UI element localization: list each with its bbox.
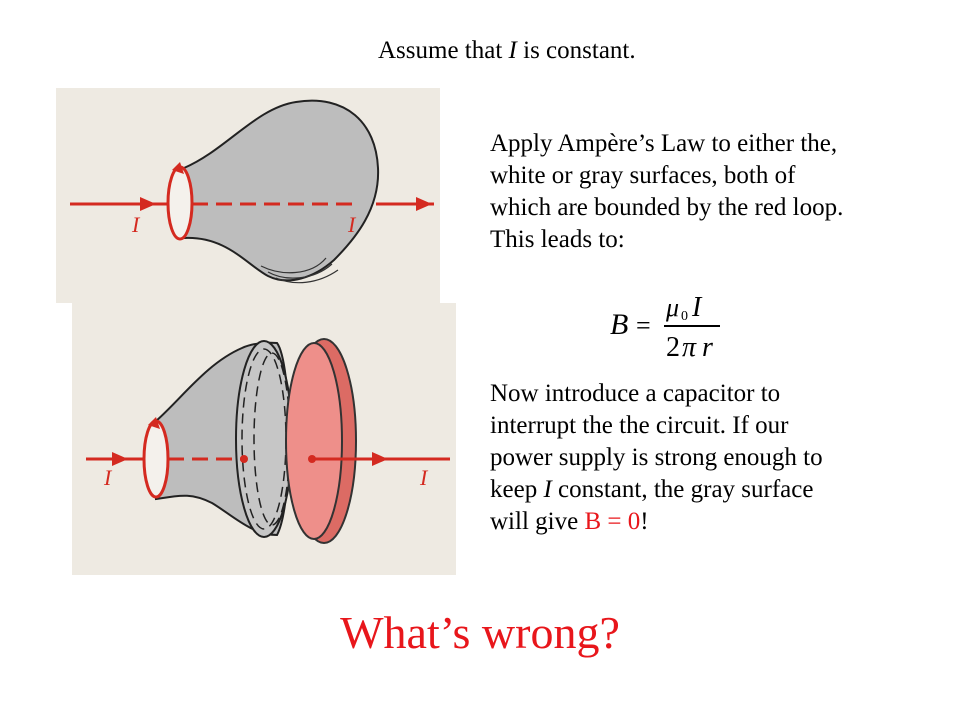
line-text: ! <box>640 508 649 535</box>
ampere-formula <box>608 288 728 362</box>
current-label: I <box>420 465 428 490</box>
current-label: I <box>104 465 112 490</box>
formula-r: r <box>702 332 713 362</box>
plate-center-dot <box>240 455 248 463</box>
figure-capacitor <box>72 303 456 575</box>
capacitor-plate <box>286 343 342 539</box>
current-label: I <box>348 212 356 237</box>
line-text: will give <box>490 508 585 535</box>
formula-mu: μ <box>666 293 680 322</box>
paragraph-line: Now introduce a capacitor to <box>490 380 781 407</box>
formula-current: I <box>692 292 702 323</box>
paragraph-line: power supply is strong enough to <box>490 444 823 471</box>
assumption-prefix: Assume that <box>378 37 509 64</box>
line-text: keep <box>490 476 544 503</box>
capacitor-paragraph <box>490 378 823 538</box>
b-equals-zero: B = 0 <box>584 508 641 535</box>
formula-pi: π <box>682 332 697 362</box>
figure-surface-loop <box>56 88 440 303</box>
current-label: I <box>132 212 140 237</box>
whats-wrong-heading: What’s wrong? <box>340 607 620 658</box>
paragraph-line: interrupt the the circuit. If our <box>490 412 789 439</box>
line-text: constant, the gray surface <box>551 476 814 503</box>
current-variable: I <box>508 37 517 64</box>
paragraph-line: white or gray surfaces, both of <box>490 162 796 189</box>
paragraph-line: which are bounded by the red loop. <box>490 194 844 221</box>
current-variable: I <box>543 476 552 503</box>
red-loop <box>168 167 192 239</box>
paragraph-line <box>490 474 823 506</box>
formula-mu-subscript: 0 <box>681 309 688 324</box>
formula-b: B <box>610 308 629 341</box>
formula-equals: = <box>636 311 651 340</box>
surface-loop-diagram <box>56 88 440 303</box>
paragraph-line <box>490 506 823 538</box>
capacitor-diagram <box>72 303 456 575</box>
ampere-paragraph <box>490 128 843 256</box>
assumption-suffix: is constant. <box>516 37 636 64</box>
assumption-text <box>378 35 636 67</box>
formula-two: 2 <box>666 332 680 362</box>
red-loop <box>144 421 168 497</box>
paragraph-line: This leads to: <box>490 226 625 253</box>
paragraph-line: Apply Ampère’s Law to either the, <box>490 130 838 157</box>
